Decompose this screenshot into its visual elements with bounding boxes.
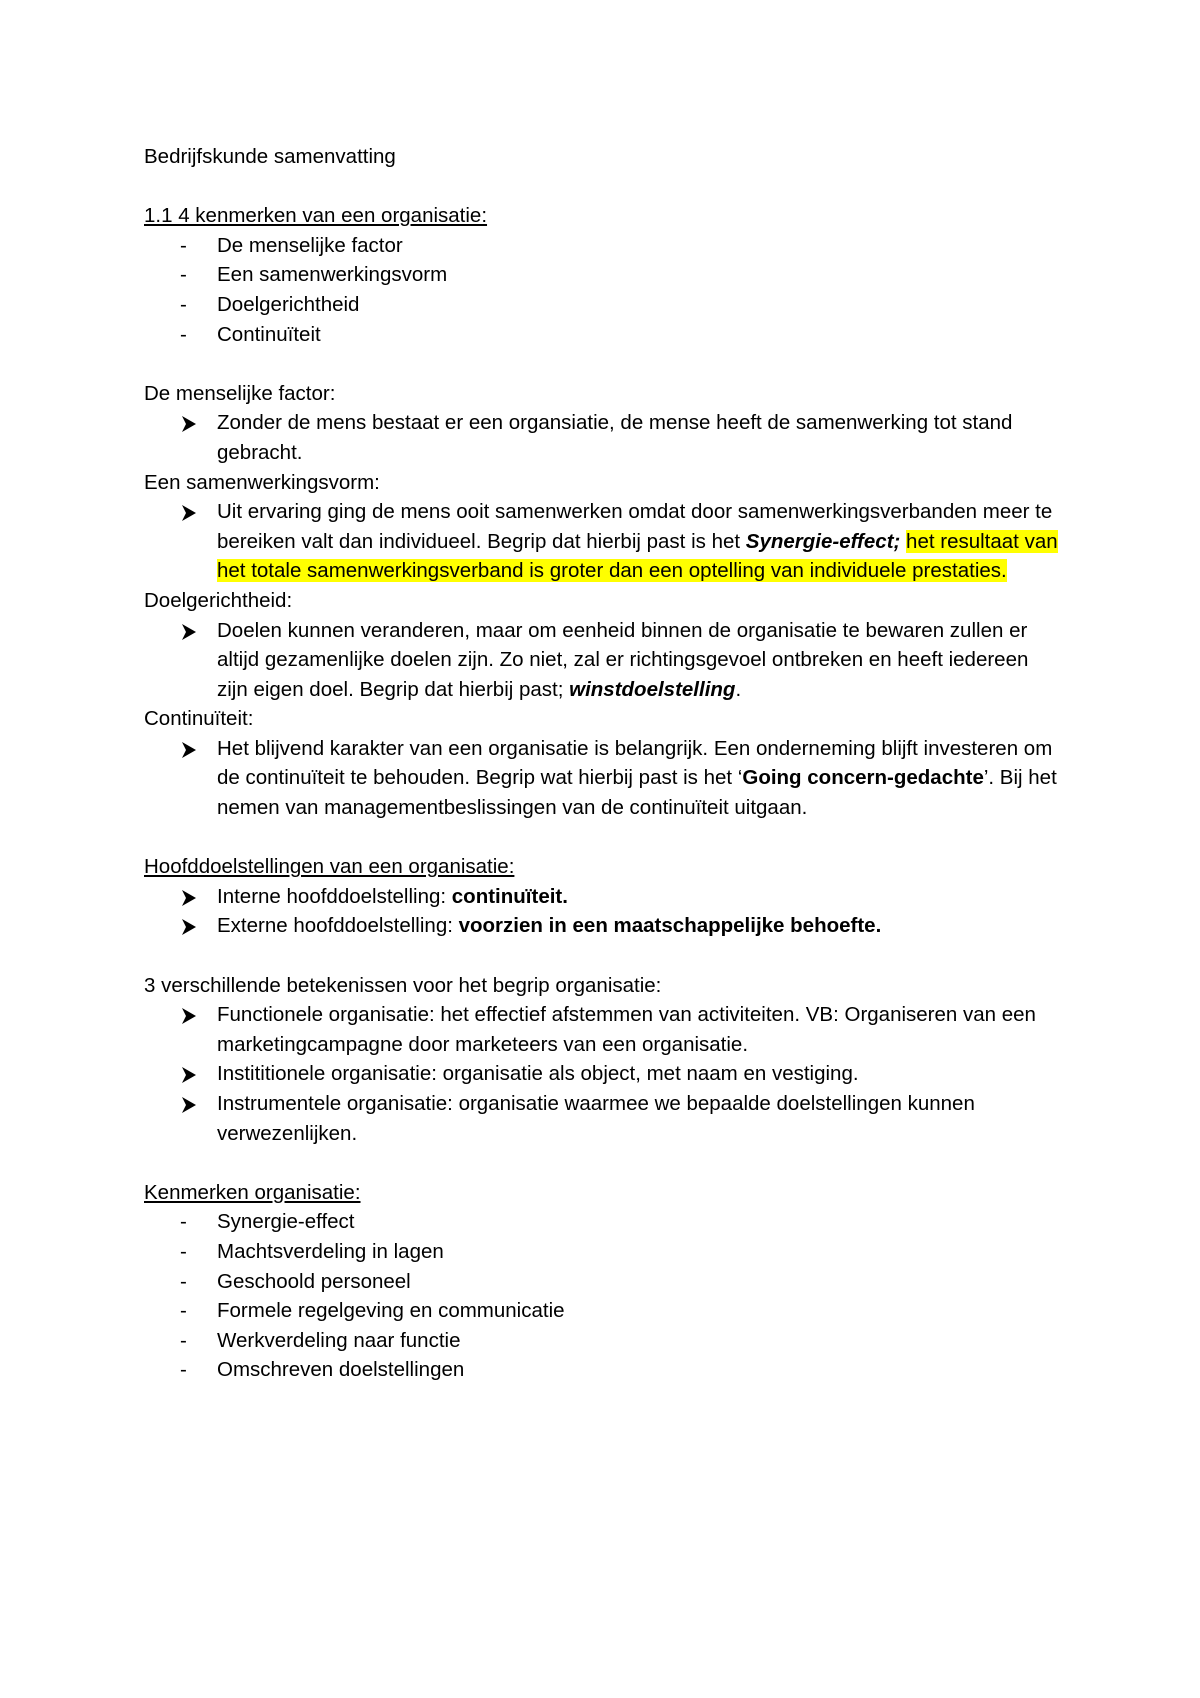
spacer: [144, 1148, 1064, 1178]
section-heading-kenmerken: 1.1 4 kenmerken van een organisatie:: [144, 204, 488, 228]
spacer: [144, 823, 1064, 853]
dash-bullet: -: [180, 322, 187, 346]
continuiteit-list: [144, 734, 1064, 823]
document-page: [144, 142, 1064, 1385]
doelgericht-list: [144, 616, 1064, 705]
list-item: - Continuïteit: [144, 320, 1064, 350]
spacer: [144, 172, 1064, 202]
list-item: Doelen kunnen veranderen, maar om eenheid binnen de organisatie te bewaren zullen er altijd gezamenlijke doelen zijn. Zo niet, zal er richtingsgevoel ontbreken en heeft iedereen zijn eigen doel. Begrip dat hierbij past; winstdoelstelling.: [144, 616, 1064, 705]
samenwerking-list: [144, 497, 1064, 586]
list-item: Uit ervaring ging de mens ooit samenwerken omdat door samenwerkingsverbanden meer te bereiken valt dan individueel. Begrip dat hierbij past is het Synergie-effect; het resultaat van het totale samenwerkingsverband is groter dan een optelling van individuele prestaties.: [144, 497, 1064, 586]
heading-menselijke-factor: De menselijke factor:: [144, 381, 336, 405]
dash-bullet: -: [180, 1269, 187, 1293]
dash-bullet: -: [180, 1239, 187, 1263]
list-item: - Machtsverdeling in lagen: [144, 1237, 1064, 1267]
list-item: - Een samenwerkingsvorm: [144, 260, 1064, 290]
dash-bullet: -: [180, 1358, 187, 1382]
list-item: Functionele organisatie: het effectief afstemmen van activiteiten. VB: Organiseren van een marketingcampagne door marketeers van een organisatie.: [144, 1000, 1064, 1059]
dash-bullet: -: [180, 292, 187, 316]
kenmerken-list: [144, 231, 1064, 349]
list-item: Het blijvend karakter van een organisatie is belangrijk. Een onderneming blijft investeren om de continuïteit te behouden. Begrip wat hierbij past is het ‘Going concern-gedachte’. Bij het nemen van managementbeslissingen van de continuïteit uitgaan.: [144, 734, 1064, 823]
list-item: - De menselijke factor: [144, 231, 1064, 261]
list-item: - Werkverdeling naar functie: [144, 1326, 1064, 1356]
term-winstdoelstelling: winstdoelstelling: [569, 677, 736, 701]
spacer: [144, 941, 1064, 971]
term-going-concern: Going concern-gedachte: [742, 766, 984, 790]
kenmerken-organisatie-list: [144, 1207, 1064, 1385]
list-item: Instrumentele organisatie: organisatie waarmee we bepaalde doelstellingen kunnen verwezenlijken.: [144, 1089, 1064, 1148]
highlighted-definition: het resultaat van het totale samenwerkingsverband is groter dan een optelling van individuele prestaties.: [217, 529, 1058, 583]
list-item: - Omschreven doelstellingen: [144, 1355, 1064, 1385]
section-heading-kenmerken-organisatie: Kenmerken organisatie:: [144, 1180, 361, 1204]
list-item: Interne hoofddoelstelling: continuïteit.: [144, 882, 1064, 912]
heading-continuiteit: Continuïteit:: [144, 707, 254, 731]
heading-samenwerkingsvorm: Een samenwerkingsvorm:: [144, 470, 380, 494]
dash-bullet: -: [180, 1210, 187, 1234]
document-title: Bedrijfskunde samenvatting: [144, 145, 396, 168]
heading-betekenissen: 3 verschillende betekenissen voor het begrip organisatie:: [144, 973, 662, 997]
term-synergie: Synergie-effect;: [745, 529, 901, 553]
list-item: Externe hoofddoelstelling: voorzien in een maatschappelijke behoefte.: [144, 911, 1064, 941]
list-item: - Formele regelgeving en communicatie: [144, 1296, 1064, 1326]
dash-bullet: -: [180, 1328, 187, 1352]
list-item: - Doelgerichtheid: [144, 290, 1064, 320]
dash-bullet: -: [180, 233, 187, 257]
section-heading-hoofddoelstellingen: Hoofddoelstellingen van een organisatie:: [144, 855, 515, 879]
list-item: Zonder de mens bestaat er een organsiatie, de mense heeft de samenwerking tot stand gebracht.: [144, 408, 1064, 467]
list-item: Instititionele organisatie: organisatie als object, met naam en vestiging.: [144, 1059, 1064, 1089]
list-item: - Synergie-effect: [144, 1207, 1064, 1237]
dash-bullet: -: [180, 1299, 187, 1323]
spacer: [144, 349, 1064, 379]
betekenissen-list: [144, 1000, 1064, 1148]
list-item: - Geschoold personeel: [144, 1267, 1064, 1297]
hoofddoel-list: [144, 882, 1064, 941]
menselijke-list: [144, 408, 1064, 467]
heading-doelgerichtheid: Doelgerichtheid:: [144, 588, 293, 612]
dash-bullet: -: [180, 263, 187, 287]
